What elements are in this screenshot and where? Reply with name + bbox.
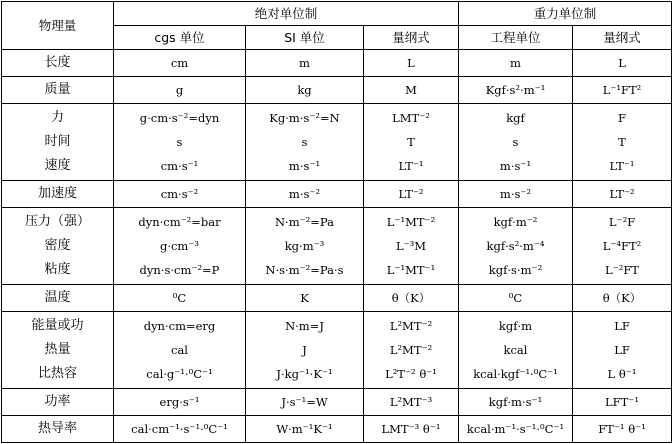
cell-cgs bbox=[114, 104, 246, 181]
cell-si-text: N·m=J bbox=[285, 319, 324, 333]
cell-quantity-text: 长度 bbox=[44, 54, 71, 70]
cell-cgs-text: cm bbox=[170, 55, 189, 70]
cell-dim-text: L²MT⁻³ bbox=[389, 394, 433, 409]
cell-quantity-text: 热量 bbox=[44, 342, 71, 357]
cell-dim-text: LMT⁻³ θ⁻¹ bbox=[381, 421, 441, 436]
cell-quantity-text: 热导率 bbox=[37, 420, 77, 436]
cell-dimg bbox=[573, 181, 672, 208]
cell-eng-text: kgf·s·m⁻² bbox=[488, 263, 543, 277]
cell-dimg bbox=[573, 208, 672, 285]
cell-quantity bbox=[2, 181, 114, 208]
cell-cgs bbox=[114, 208, 246, 285]
table-row bbox=[2, 77, 672, 104]
cell-quantity-text: 加速度 bbox=[37, 185, 77, 201]
cell-cgs bbox=[114, 77, 246, 104]
header-dimension-grav: 量纲式 bbox=[573, 26, 672, 50]
cell-cgs-text: dyn·s·cm⁻²=P bbox=[139, 263, 220, 277]
cell-eng-text: m·s⁻² bbox=[499, 186, 532, 201]
cell-dim bbox=[364, 416, 459, 443]
cell-eng-text: ⁰C bbox=[508, 290, 523, 305]
cell-dim-text: θ（K） bbox=[391, 290, 431, 305]
cell-si-text: N·s·m⁻²=Pa·s bbox=[265, 263, 344, 277]
cell-quantity-text: 时间 bbox=[44, 134, 71, 149]
cell-dim bbox=[364, 312, 459, 389]
cell-eng-text: kcal bbox=[503, 343, 528, 357]
cell-eng-text: kgf·m⁻² bbox=[493, 215, 538, 229]
cell-dimg-text: LT⁻¹ bbox=[609, 159, 635, 173]
cell-eng bbox=[459, 389, 573, 416]
cell-si-text: J bbox=[302, 343, 307, 357]
cell-si-text: kg bbox=[297, 82, 312, 97]
table-row bbox=[2, 104, 672, 181]
cell-quantity-text: 速度 bbox=[44, 158, 71, 173]
header-absolute-system: 绝对单位制 bbox=[114, 2, 459, 26]
cell-si-text: Kg·m·s⁻²=N bbox=[269, 111, 340, 125]
cell-dimg-text: LFT⁻¹ bbox=[605, 394, 639, 409]
cell-quantity-text: 温度 bbox=[44, 289, 71, 305]
header-gravity-system: 重力单位制 bbox=[459, 2, 672, 26]
cell-cgs-text: dyn·cm⁻²=bar bbox=[138, 215, 221, 229]
cell-dim-text: LT⁻¹ bbox=[398, 159, 424, 173]
cell-quantity-text: 比热容 bbox=[37, 366, 77, 381]
cell-dim bbox=[364, 285, 459, 312]
cell-si-text: m·s⁻¹ bbox=[288, 159, 321, 173]
cell-eng-text: kcal·m⁻¹·s⁻¹·⁰C⁻¹ bbox=[466, 421, 565, 436]
header-engineering-unit: 工程单位 bbox=[459, 26, 573, 50]
cell-quantity-text: 密度 bbox=[44, 238, 71, 253]
cell-eng-text: m·s⁻¹ bbox=[499, 159, 532, 173]
cell-dim bbox=[364, 208, 459, 285]
cell-eng-text: m bbox=[510, 55, 521, 70]
cell-cgs bbox=[114, 312, 246, 389]
cell-dim bbox=[364, 104, 459, 181]
cell-dimg bbox=[573, 50, 672, 77]
cell-quantity bbox=[2, 104, 114, 181]
cell-si-text: m bbox=[299, 55, 310, 70]
cell-dimg bbox=[573, 416, 672, 443]
units-table bbox=[1, 1, 672, 443]
cell-cgs-text: s bbox=[176, 135, 183, 149]
cell-eng-text: kgf bbox=[506, 111, 525, 125]
cell-eng bbox=[459, 208, 573, 285]
cell-quantity bbox=[2, 416, 114, 443]
cell-cgs-text: g bbox=[175, 82, 184, 97]
cell-eng bbox=[459, 416, 573, 443]
cell-dim-text: M bbox=[405, 82, 417, 97]
header-quantity: 物理量 bbox=[2, 2, 114, 50]
cell-eng-text: kgf·m·s⁻¹ bbox=[488, 394, 543, 409]
cell-quantity-text: 能量或功 bbox=[31, 318, 84, 333]
cell-dim-text: L²T⁻² θ⁻¹ bbox=[385, 367, 437, 381]
cell-cgs-text: ⁰C bbox=[172, 290, 187, 305]
cell-quantity bbox=[2, 208, 114, 285]
cell-cgs-text: erg·s⁻¹ bbox=[159, 394, 200, 409]
cell-si-text: N·m⁻²=Pa bbox=[274, 215, 335, 229]
cell-dim-text: T bbox=[407, 135, 415, 149]
cell-dimg bbox=[573, 312, 672, 389]
cell-si-text: W·m⁻¹K⁻¹ bbox=[276, 421, 333, 436]
cell-dimg bbox=[573, 104, 672, 181]
cell-dim-text: LT⁻² bbox=[398, 186, 424, 201]
cell-dim-text: L⁻¹MT⁻¹ bbox=[386, 263, 436, 277]
cell-cgs-text: cal·g⁻¹·⁰C⁻¹ bbox=[146, 367, 213, 381]
cell-cgs-text: cm·s⁻¹ bbox=[160, 159, 199, 173]
cell-dim bbox=[364, 50, 459, 77]
cell-dimg-text: θ（K） bbox=[602, 290, 642, 305]
cell-dimg-text: LF bbox=[614, 319, 630, 333]
cell-quantity bbox=[2, 312, 114, 389]
cell-eng-text: kcal·kgf⁻¹·⁰C⁻¹ bbox=[473, 367, 558, 381]
cell-si bbox=[246, 50, 364, 77]
cell-si bbox=[246, 181, 364, 208]
cell-si bbox=[246, 285, 364, 312]
cell-dimg-text: FT⁻¹ θ⁻¹ bbox=[598, 421, 646, 436]
cell-cgs bbox=[114, 50, 246, 77]
cell-si bbox=[246, 208, 364, 285]
cell-dimg-text: L bbox=[618, 55, 626, 70]
cell-cgs-text: cal·cm⁻¹·s⁻¹·⁰C⁻¹ bbox=[131, 421, 228, 436]
cell-cgs-text: g·cm⁻³ bbox=[159, 239, 200, 253]
cell-dimg-text: T bbox=[618, 135, 626, 149]
cell-eng bbox=[459, 312, 573, 389]
table-row bbox=[2, 208, 672, 285]
cell-cgs-text: cal bbox=[171, 343, 188, 357]
cell-dim-text: LMT⁻² bbox=[392, 111, 430, 125]
cell-si-text: m·s⁻² bbox=[288, 186, 321, 201]
cell-cgs bbox=[114, 181, 246, 208]
cell-dimg-text: L⁻²FT bbox=[605, 263, 639, 277]
header-row-1 bbox=[2, 2, 672, 26]
cell-dim bbox=[364, 181, 459, 208]
cell-dimg bbox=[573, 77, 672, 104]
cell-dimg-text: L⁻¹FT² bbox=[602, 82, 642, 97]
table-row bbox=[2, 389, 672, 416]
cell-si-text: J·kg⁻¹·K⁻¹ bbox=[276, 367, 333, 381]
table-row bbox=[2, 181, 672, 208]
cell-eng-text: Kgf·s²·m⁻¹ bbox=[485, 82, 546, 97]
table-body bbox=[2, 50, 672, 443]
cell-dimg-text: L θ⁻¹ bbox=[607, 367, 637, 381]
cell-dimg-text: LT⁻² bbox=[609, 186, 635, 201]
cell-dim bbox=[364, 77, 459, 104]
cell-eng bbox=[459, 104, 573, 181]
cell-si-text: kg·m⁻³ bbox=[284, 239, 325, 253]
header-si-unit: SI 单位 bbox=[246, 26, 364, 50]
cell-dim-text: L²MT⁻² bbox=[389, 343, 433, 357]
header-dimension-abs: 量纲式 bbox=[364, 26, 459, 50]
cell-cgs-text: cm·s⁻² bbox=[160, 186, 199, 201]
cell-si bbox=[246, 104, 364, 181]
cell-dim-text: L⁻¹MT⁻² bbox=[386, 215, 436, 229]
cell-eng-text: s bbox=[512, 135, 519, 149]
cell-eng bbox=[459, 181, 573, 208]
cell-dimg bbox=[573, 389, 672, 416]
table-row bbox=[2, 416, 672, 443]
cell-si-text: J·s⁻¹=W bbox=[281, 394, 328, 409]
cell-cgs-text: dyn·cm=erg bbox=[143, 319, 216, 333]
cell-dim-text: L bbox=[407, 55, 415, 70]
cell-cgs bbox=[114, 416, 246, 443]
cell-cgs bbox=[114, 389, 246, 416]
cell-quantity-text: 压力（强） bbox=[24, 214, 90, 229]
cell-dimg-text: F bbox=[618, 111, 626, 125]
table-row bbox=[2, 50, 672, 77]
cell-quantity-text: 质量 bbox=[44, 81, 71, 97]
cell-dimg-text: LF bbox=[614, 343, 630, 357]
cell-dim-text: L²MT⁻² bbox=[389, 319, 433, 333]
cell-quantity-text: 功率 bbox=[44, 393, 71, 409]
cell-eng-text: kgf·m bbox=[498, 319, 533, 333]
cell-dim bbox=[364, 389, 459, 416]
cell-dimg-text: L⁻⁴FT² bbox=[602, 239, 642, 253]
cell-dim-text: L⁻³M bbox=[395, 239, 427, 253]
cell-si bbox=[246, 77, 364, 104]
cell-dimg-text: L⁻²F bbox=[608, 215, 636, 229]
cell-quantity bbox=[2, 77, 114, 104]
cell-si-text: s bbox=[301, 135, 308, 149]
cell-cgs-text: g·cm·s⁻²=dyn bbox=[139, 111, 220, 125]
cell-eng-text: kgf·s²·m⁻⁴ bbox=[486, 239, 545, 253]
cell-si bbox=[246, 416, 364, 443]
cell-quantity bbox=[2, 285, 114, 312]
table-row bbox=[2, 285, 672, 312]
table-row bbox=[2, 312, 672, 389]
cell-si bbox=[246, 312, 364, 389]
cell-si-text: K bbox=[300, 290, 309, 305]
cell-quantity-text: 粘度 bbox=[44, 262, 71, 277]
cell-eng bbox=[459, 285, 573, 312]
cell-si bbox=[246, 389, 364, 416]
header-cgs-unit: cgs 单位 bbox=[114, 26, 246, 50]
cell-eng bbox=[459, 77, 573, 104]
cell-eng bbox=[459, 50, 573, 77]
cell-quantity bbox=[2, 389, 114, 416]
cell-quantity-text: 力 bbox=[50, 110, 64, 125]
cell-dimg bbox=[573, 285, 672, 312]
cell-quantity bbox=[2, 50, 114, 77]
cell-cgs bbox=[114, 285, 246, 312]
